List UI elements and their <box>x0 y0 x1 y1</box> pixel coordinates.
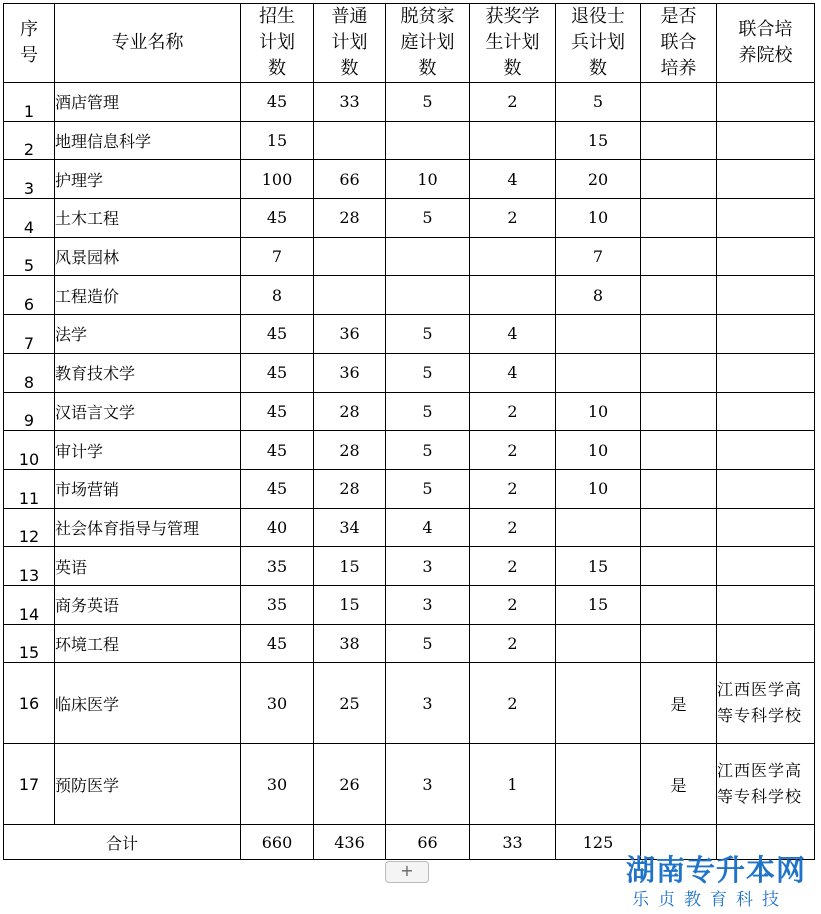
header-line: 序 <box>20 19 38 40</box>
row-name: 酒店管理 <box>55 83 241 122</box>
row-total: 40 <box>241 508 314 547</box>
row-veteran <box>556 744 641 825</box>
row-school <box>717 199 815 238</box>
row-joint <box>641 160 717 199</box>
row-award: 2 <box>470 199 556 238</box>
row-school <box>717 315 815 354</box>
row-award: 4 <box>470 315 556 354</box>
row-award: 1 <box>470 744 556 825</box>
row-name: 预防医学 <box>55 744 241 825</box>
table-row <box>4 663 815 744</box>
table-row <box>4 469 815 508</box>
row-total: 35 <box>241 547 314 586</box>
row-award: 2 <box>470 469 556 508</box>
header-line: 数 <box>589 58 607 79</box>
row-seq: 13 <box>4 547 55 586</box>
row-joint <box>641 547 717 586</box>
row-total: 45 <box>241 469 314 508</box>
row-joint <box>641 237 717 276</box>
row-poverty: 3 <box>386 663 470 744</box>
header-school <box>717 4 815 83</box>
row-total: 45 <box>241 624 314 663</box>
row-joint <box>641 469 717 508</box>
table-row <box>4 431 815 470</box>
row-award: 2 <box>470 663 556 744</box>
row-school <box>717 469 815 508</box>
row-award: 2 <box>470 624 556 663</box>
row-total: 45 <box>241 431 314 470</box>
row-seq: 10 <box>4 431 55 470</box>
row-joint <box>641 353 717 392</box>
total-regular: 436 <box>314 825 386 860</box>
row-regular <box>314 276 386 315</box>
header-line: 数 <box>340 58 359 79</box>
row-school <box>717 121 815 160</box>
row-seq: 6 <box>4 276 55 315</box>
header-line: 生计划 <box>485 32 540 53</box>
row-name: 市场营销 <box>55 469 241 508</box>
row-veteran: 8 <box>556 276 641 315</box>
row-veteran <box>556 624 641 663</box>
row-name: 工程造价 <box>55 276 241 315</box>
row-school <box>717 547 815 586</box>
table-row <box>4 199 815 238</box>
header-seq <box>4 4 55 83</box>
table-row <box>4 237 815 276</box>
table-row <box>4 315 815 354</box>
header-regular <box>314 4 386 83</box>
row-seq: 4 <box>4 199 55 238</box>
row-school <box>717 160 815 199</box>
row-school: 江西医学高等专科学校 <box>717 744 815 825</box>
header-line: 联合培 <box>738 19 793 40</box>
row-regular: 28 <box>314 199 386 238</box>
row-joint <box>641 276 717 315</box>
row-poverty: 3 <box>386 744 470 825</box>
row-seq: 17 <box>4 744 55 825</box>
row-seq: 14 <box>4 585 55 624</box>
row-name: 法学 <box>55 315 241 354</box>
header-line: 退役士 <box>571 6 625 27</box>
row-poverty: 5 <box>386 315 470 354</box>
row-regular: 36 <box>314 315 386 354</box>
row-award: 2 <box>470 392 556 431</box>
row-name: 审计学 <box>55 431 241 470</box>
header-line: 计划 <box>331 32 368 53</box>
header-line: 是否 <box>660 6 697 27</box>
row-regular: 28 <box>314 431 386 470</box>
header-line: 招生 <box>259 6 295 27</box>
watermark-logo <box>626 852 816 912</box>
row-total: 45 <box>241 392 314 431</box>
header-award <box>470 4 556 83</box>
row-name: 汉语言文学 <box>55 392 241 431</box>
row-regular: 28 <box>314 392 386 431</box>
row-joint: 是 <box>641 744 717 825</box>
row-poverty: 3 <box>386 585 470 624</box>
row-regular: 28 <box>314 469 386 508</box>
row-total: 30 <box>241 744 314 825</box>
row-name: 环境工程 <box>55 624 241 663</box>
watermark-subtitle: 乐贞教育科技 <box>632 890 788 910</box>
header-line: 数 <box>418 58 437 79</box>
row-name: 护理学 <box>55 160 241 199</box>
row-veteran: 5 <box>556 83 641 122</box>
total-total: 660 <box>241 825 314 860</box>
row-regular: 38 <box>314 624 386 663</box>
row-name: 风景园林 <box>55 237 241 276</box>
row-seq: 15 <box>4 624 55 663</box>
row-veteran: 15 <box>556 585 641 624</box>
row-total: 35 <box>241 585 314 624</box>
row-total: 45 <box>241 83 314 122</box>
row-regular: 25 <box>314 663 386 744</box>
table-row <box>4 624 815 663</box>
row-name: 英语 <box>55 547 241 586</box>
header-line: 养院校 <box>738 45 793 66</box>
row-regular: 36 <box>314 353 386 392</box>
row-seq: 3 <box>4 160 55 199</box>
header-name <box>55 4 241 83</box>
total-award: 33 <box>470 825 556 860</box>
table-row <box>4 508 815 547</box>
row-poverty <box>386 121 470 160</box>
row-veteran <box>556 663 641 744</box>
row-poverty: 5 <box>386 392 470 431</box>
row-joint <box>641 83 717 122</box>
total-veteran: 125 <box>556 825 641 860</box>
row-regular: 15 <box>314 585 386 624</box>
row-seq: 11 <box>4 469 55 508</box>
row-seq: 12 <box>4 508 55 547</box>
watermark-title: 湖南专升本网 <box>626 853 807 887</box>
header-poverty <box>386 4 470 83</box>
row-school <box>717 276 815 315</box>
row-regular <box>314 237 386 276</box>
row-poverty <box>386 237 470 276</box>
row-seq: 5 <box>4 237 55 276</box>
row-joint <box>641 431 717 470</box>
row-veteran: 10 <box>556 469 641 508</box>
row-award: 2 <box>470 83 556 122</box>
row-school <box>717 237 815 276</box>
row-joint <box>641 315 717 354</box>
row-seq: 1 <box>4 83 55 122</box>
row-name: 社会体育指导与管理 <box>55 508 241 547</box>
row-award <box>470 237 556 276</box>
row-regular: 66 <box>314 160 386 199</box>
row-veteran: 15 <box>556 121 641 160</box>
header-line: 获奖学 <box>485 6 540 27</box>
header-line: 计划 <box>259 32 295 53</box>
row-seq: 7 <box>4 315 55 354</box>
row-veteran <box>556 315 641 354</box>
row-award: 2 <box>470 585 556 624</box>
row-veteran: 10 <box>556 392 641 431</box>
row-veteran: 7 <box>556 237 641 276</box>
header-joint <box>641 4 717 83</box>
row-award <box>470 121 556 160</box>
table-row <box>4 121 815 160</box>
row-seq: 2 <box>4 121 55 160</box>
row-joint <box>641 585 717 624</box>
row-name: 地理信息科学 <box>55 121 241 160</box>
row-school <box>717 508 815 547</box>
row-award <box>470 276 556 315</box>
header-row <box>4 4 815 83</box>
row-name: 商务英语 <box>55 585 241 624</box>
table-row <box>4 160 815 199</box>
row-award: 4 <box>470 160 556 199</box>
row-award: 2 <box>470 431 556 470</box>
row-seq: 9 <box>4 392 55 431</box>
row-veteran: 10 <box>556 431 641 470</box>
row-joint: 是 <box>641 663 717 744</box>
total-poverty: 66 <box>386 825 470 860</box>
header-total <box>241 4 314 83</box>
table-row <box>4 353 815 392</box>
row-poverty: 5 <box>386 353 470 392</box>
table-row <box>4 547 815 586</box>
row-poverty: 10 <box>386 160 470 199</box>
header-veteran <box>556 4 641 83</box>
row-school <box>717 585 815 624</box>
row-regular: 34 <box>314 508 386 547</box>
row-poverty: 5 <box>386 469 470 508</box>
row-joint <box>641 392 717 431</box>
table-row <box>4 392 815 431</box>
row-total: 100 <box>241 160 314 199</box>
enrollment-plan-table <box>3 3 815 860</box>
row-school <box>717 392 815 431</box>
header-line: 专业名称 <box>111 32 184 53</box>
row-poverty: 3 <box>386 547 470 586</box>
row-joint <box>641 508 717 547</box>
header-line: 脱贫家 <box>400 6 455 27</box>
row-school <box>717 83 815 122</box>
header-line: 兵计划 <box>571 32 625 53</box>
row-joint <box>641 624 717 663</box>
row-veteran <box>556 508 641 547</box>
table-row <box>4 276 815 315</box>
row-name: 教育技术学 <box>55 353 241 392</box>
header-line: 号 <box>20 45 38 66</box>
row-poverty: 4 <box>386 508 470 547</box>
row-poverty: 5 <box>386 624 470 663</box>
header-line: 庭计划 <box>400 32 455 53</box>
header-line: 数 <box>503 58 522 79</box>
row-school <box>717 624 815 663</box>
row-total: 8 <box>241 276 314 315</box>
row-regular: 33 <box>314 83 386 122</box>
row-regular: 15 <box>314 547 386 586</box>
row-school: 江西医学高等专科学校 <box>717 663 815 744</box>
row-regular: 26 <box>314 744 386 825</box>
row-joint <box>641 199 717 238</box>
row-joint <box>641 121 717 160</box>
row-veteran: 20 <box>556 160 641 199</box>
total-label: 合计 <box>4 825 241 860</box>
header-line: 联合 <box>660 32 697 53</box>
row-seq: 8 <box>4 353 55 392</box>
row-veteran: 15 <box>556 547 641 586</box>
row-award: 2 <box>470 547 556 586</box>
row-name: 临床医学 <box>55 663 241 744</box>
header-line: 数 <box>268 58 286 79</box>
header-line: 培养 <box>660 58 697 79</box>
row-total: 7 <box>241 237 314 276</box>
row-total: 30 <box>241 663 314 744</box>
row-total: 15 <box>241 121 314 160</box>
row-poverty: 5 <box>386 199 470 238</box>
expand-table-button[interactable]: + <box>385 861 429 883</box>
row-name: 土木工程 <box>55 199 241 238</box>
row-seq: 16 <box>4 663 55 744</box>
header-line: 普通 <box>331 6 368 27</box>
row-total: 45 <box>241 315 314 354</box>
table-row <box>4 744 815 825</box>
table-row <box>4 83 815 122</box>
row-school <box>717 353 815 392</box>
row-veteran <box>556 353 641 392</box>
row-school <box>717 431 815 470</box>
row-award: 4 <box>470 353 556 392</box>
row-total: 45 <box>241 199 314 238</box>
row-total: 45 <box>241 353 314 392</box>
row-poverty <box>386 276 470 315</box>
row-veteran: 10 <box>556 199 641 238</box>
row-regular <box>314 121 386 160</box>
row-poverty: 5 <box>386 83 470 122</box>
table-row <box>4 585 815 624</box>
row-award: 2 <box>470 508 556 547</box>
row-poverty: 5 <box>386 431 470 470</box>
